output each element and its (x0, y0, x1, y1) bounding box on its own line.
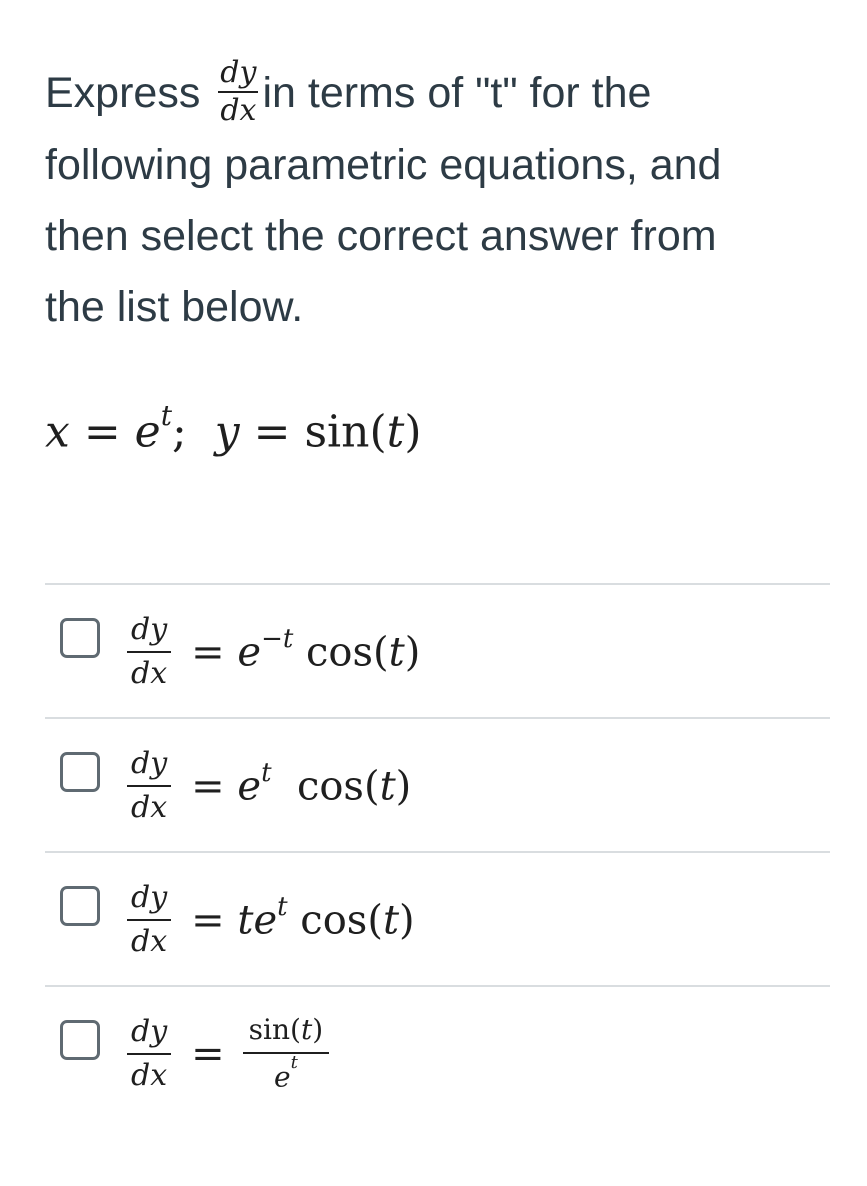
rhs-numerator: sin(t) (248, 1013, 324, 1047)
answer-option-3[interactable] (45, 851, 830, 985)
question-prompt (45, 54, 845, 343)
checkbox[interactable] (60, 886, 100, 926)
lhs-fraction: $\frac{dy}{dx}$ (127, 1017, 171, 1091)
checkbox[interactable] (60, 1020, 100, 1060)
checkbox[interactable] (60, 618, 100, 658)
answer-expression (127, 607, 420, 697)
derivative-denominator: dx (220, 92, 257, 128)
rhs-expression: = $e^{-t}$ cos(t) (191, 624, 421, 676)
lhs-fraction: $\frac{dy}{dx}$ (127, 749, 171, 823)
rhs-expression: = $e^t$ cos(t) (191, 758, 412, 810)
derivative-fraction (218, 54, 258, 128)
lhs-fraction: $\frac{dy}{dx}$ (127, 883, 171, 957)
answer-option-2[interactable] (45, 717, 830, 851)
rhs-denominator: $e^t$ (274, 1052, 298, 1094)
answer-choices (45, 583, 830, 1119)
derivative-numerator: dy (220, 54, 257, 90)
equals-sign: = (191, 1031, 225, 1077)
rhs-expression: = $te^t$ cos(t) (191, 892, 415, 944)
lhs-fraction: $\frac{dy}{dx}$ (127, 615, 171, 689)
answer-option-1[interactable] (45, 583, 830, 717)
answer-expression (127, 875, 415, 965)
prompt-line-1 (45, 54, 845, 130)
prompt-line-3: then select the correct answer from (45, 211, 717, 260)
answer-expression (127, 741, 411, 831)
prompt-text-express: Express (45, 69, 201, 117)
answer-expression (127, 1009, 329, 1099)
answer-option-4[interactable] (45, 985, 830, 1119)
prompt-line-2: following parametric equations, and (45, 140, 722, 189)
parametric-equation: $x = e^t$; y = sin(t) (45, 399, 422, 458)
rhs-fraction (243, 1013, 329, 1094)
prompt-line-4: the list below. (45, 282, 304, 331)
prompt-text-terms: in terms of "t" for the (262, 69, 652, 117)
checkbox[interactable] (60, 752, 100, 792)
